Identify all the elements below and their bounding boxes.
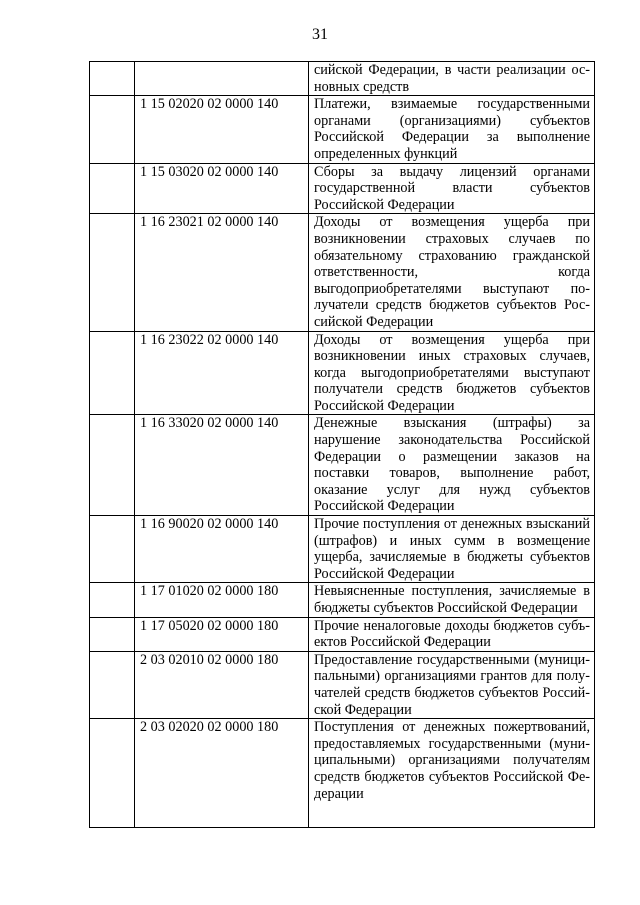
empty-cell <box>90 516 135 583</box>
code-cell: 1 16 33020 02 0000 140 <box>135 415 309 516</box>
code-cell: 1 16 90020 02 0000 140 <box>135 516 309 583</box>
table-row <box>90 163 595 214</box>
table-row <box>90 96 595 163</box>
description-cell: сийской Федерации, в части реализации основных средств <box>309 62 595 96</box>
empty-cell <box>90 415 135 516</box>
code-cell <box>135 62 309 96</box>
empty-cell <box>90 163 135 214</box>
page-number: 31 <box>312 26 328 43</box>
code-cell: 1 16 23021 02 0000 140 <box>135 214 309 331</box>
table-row <box>90 62 595 96</box>
description-cell: Доходы от возмещения ущерба при возникновении иных страховых случаев, когда выгодоприобретателями выступают получатели средств бюджетов субъектов Российской Федерации <box>309 331 595 415</box>
code-cell: 1 15 03020 02 0000 140 <box>135 163 309 214</box>
description-cell: Прочие неналоговые доходы бюджетов субъектов Российской Федерации <box>309 617 595 651</box>
code-cell: 1 15 02020 02 0000 140 <box>135 96 309 163</box>
description-cell: Невыясненные поступления, зачисляемые в бюджеты субъектов Российской Федерации <box>309 583 595 617</box>
empty-cell <box>90 719 135 828</box>
table-row <box>90 214 595 331</box>
description-cell: Поступления от денежных пожертвований, предоставляемых государственными (муниципальными) организациями получателям средств бюджетов субъектов Российской Федерации <box>309 719 595 828</box>
description-cell: Прочие поступления от денежных взысканий (штрафов) и иных сумм в возмещение ущерба, зачисляемые в бюджеты субъектов Российской Федерации <box>309 516 595 583</box>
empty-cell <box>90 96 135 163</box>
code-cell: 1 17 01020 02 0000 180 <box>135 583 309 617</box>
code-cell: 2 03 02010 02 0000 180 <box>135 651 309 718</box>
empty-cell <box>90 331 135 415</box>
table-row <box>90 719 595 828</box>
empty-cell <box>90 617 135 651</box>
code-cell: 1 16 23022 02 0000 140 <box>135 331 309 415</box>
table-row <box>90 331 595 415</box>
description-cell: Платежи, взимаемые государственными органами (организациями) субъектов Российской Федерации за выполнение определенных функций <box>309 96 595 163</box>
code-cell: 2 03 02020 02 0000 180 <box>135 719 309 828</box>
description-cell: Предоставление государственными (муниципальными) организациями грантов для получателей средств бюджетов субъектов Российской Федерации <box>309 651 595 718</box>
empty-cell <box>90 583 135 617</box>
revenue-codes-table <box>89 61 595 828</box>
description-cell: Денежные взыскания (штрафы) за нарушение законодательства Российской Федерации о размещении заказов на поставки товаров, выполнение работ, оказание услуг для нужд субъектов Российской Федерации <box>309 415 595 516</box>
table-row <box>90 583 595 617</box>
description-cell: Доходы от возмещения ущерба при возникновении страховых случаев по обязательному страхованию гражданской ответственности, когда выгодоприобретателями выступают получатели средств бюджетов субъектов Российской Федерации <box>309 214 595 331</box>
table-row <box>90 415 595 516</box>
table-row <box>90 617 595 651</box>
code-cell: 1 17 05020 02 0000 180 <box>135 617 309 651</box>
empty-cell <box>90 651 135 718</box>
empty-cell <box>90 62 135 96</box>
table-row <box>90 516 595 583</box>
empty-cell <box>90 214 135 331</box>
description-cell: Сборы за выдачу лицензий органами государственной власти субъектов Российской Федерации <box>309 163 595 214</box>
table-row <box>90 651 595 718</box>
